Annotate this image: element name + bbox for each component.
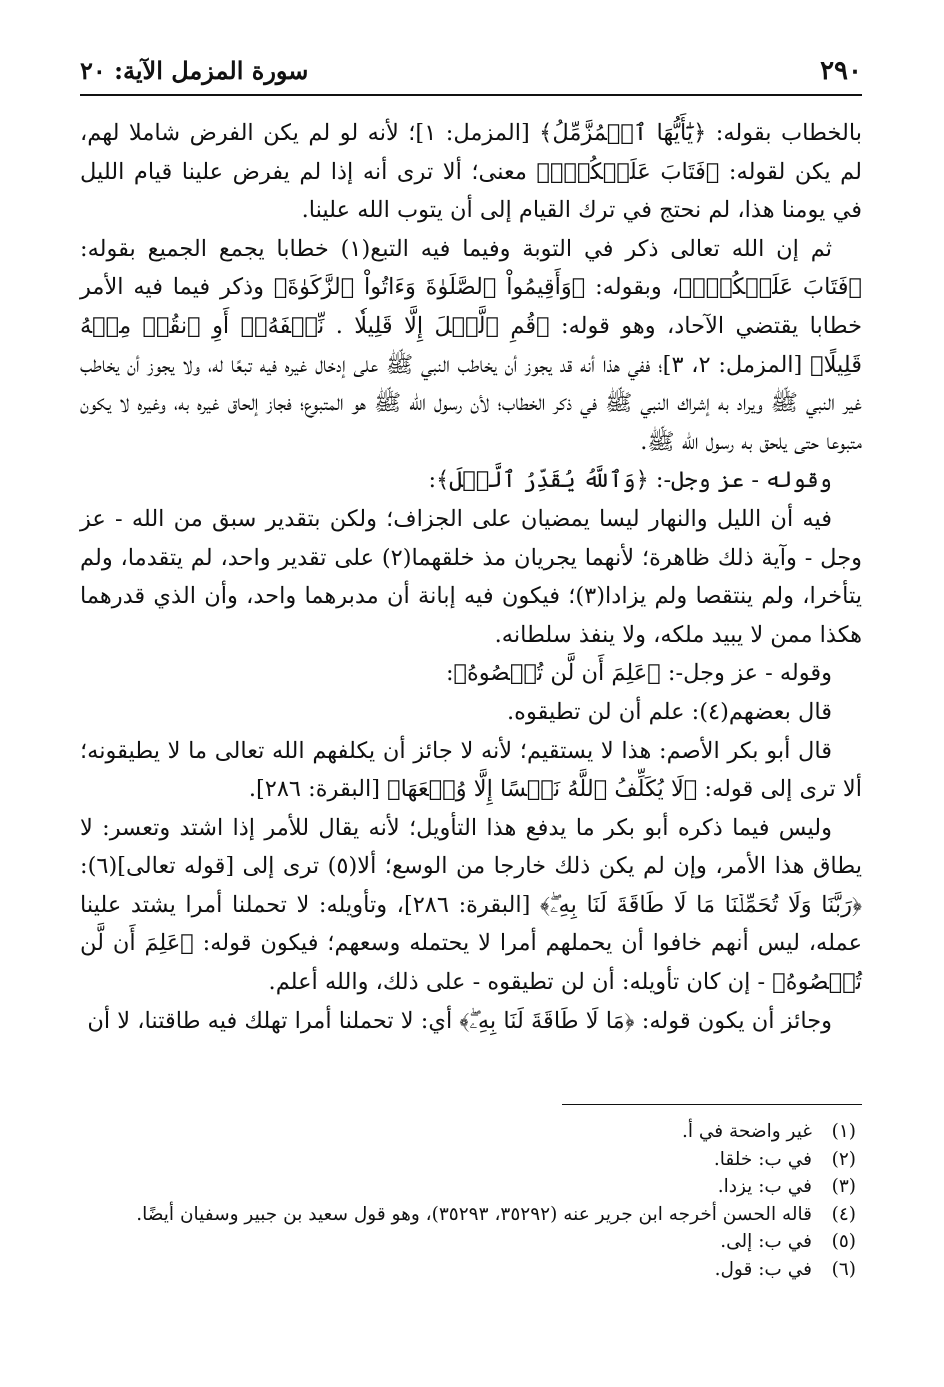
page-header	[80, 52, 862, 92]
footnotes	[80, 1118, 862, 1283]
footnote-number: (١)	[831, 1121, 856, 1142]
paragraph: وقوله - عز وجل-: ﴿وَٱللَّهُ يُقَدِّرُ ٱلَّيۡلَ﴾:	[428, 467, 832, 494]
footnote-item	[80, 1228, 862, 1256]
paragraph: وجائز أن يكون قوله: ﴿مَا لَا طَاقَةَ لَنَا بِهِۦۖ﴾ أي: لا تحملنا أمرا تهلك فيه طاقتنا، لا أن	[87, 1007, 832, 1034]
body-text	[80, 114, 862, 1040]
footnote-divider	[562, 1104, 862, 1105]
footnote-item	[80, 1146, 862, 1174]
page-number: ٢٩٠	[820, 56, 862, 86]
footnote-text: في ب: خلقا.	[713, 1148, 812, 1170]
footnote-number: (٦)	[831, 1258, 856, 1280]
footnote-number: (٥)	[831, 1231, 856, 1252]
footnote-item	[80, 1201, 862, 1229]
footnote-text: في ب: قول.	[714, 1258, 812, 1280]
paragraph: قال بعضهم(٤): علم أن لن تطيقوه.	[507, 698, 832, 725]
paragraph: وليس فيما ذكره أبو بكر ما يدفع هذا التأويل؛ لأنه يقال للأمر إذا اشتد وتعسر: لا يطاق هذا الأمر، وإن لم يكن ذلك خارجا من الوسع؛ ألا(٥) ترى إلى [قوله تعالى](٦): ﴿رَبَّنَا وَلَا تُحَمِّلۡنَا مَا لَا طَاقَةَ لَنَا بِهِۦۖ﴾ [البقرة: ٢٨٦]، وتأويله: لا تحملنا أمرا يشتد علينا عمله، ليس أنهم خافوا أن يحملهم أمرا لا يحتمله وسعهم؛ فيكون قوله: ﴿عَلِمَ أَن لَّن تُحۡصُوهُ﴾ - إن كان تأويله: أن لن تطيقوه - على ذلك، والله أعلم.	[80, 814, 863, 996]
footnote-number: (٣)	[831, 1176, 856, 1197]
paragraph: وقوله - عز وجل-: ﴿عَلِمَ أَن لَّن تُحۡصُوهُ﴾:	[445, 660, 832, 687]
footnote-text: غير واضحة في أ.	[681, 1121, 812, 1142]
footnote-item	[80, 1173, 862, 1201]
paragraph: فيه أن الليل والنهار ليسا يمضيان على الجزاف؛ ولكن بتقدير سبق من الله - عز وجل - وآية ذلك ظاهرة؛ لأنهما يجريان مذ خلقهما(٢) على تقدير واحد، لم يتقدما، ولم يتأخرا، ولم ينتقصا ولم يزادا(٣)؛ فيكون فيه إبانة أن مدبرهما واحد، وأن الذي قدرهما هكذا ممن لا يبيد ملكه، ولا ينفذ سلطانه.	[80, 505, 863, 648]
footnote-text: في ب: إلى.	[720, 1231, 812, 1252]
footnote-item	[80, 1118, 862, 1146]
footnote-number: (٢)	[831, 1148, 856, 1170]
footnote-text: في ب: يزدا.	[717, 1176, 812, 1197]
running-title: سورة المزمل الآية: ٢٠	[80, 56, 309, 85]
footnote-text: قاله الحسن أخرجه ابن جرير عنه (٣٥٢٩٢، ٣٥٢٩٣)، وهو قول سعيد بن جبير وسفيان أيضًا.	[136, 1203, 812, 1225]
paragraph: قال أبو بكر الأصم: هذا لا يستقيم؛ لأنه لا جائز أن يكلفهم الله تعالى ما لا يطيقونه؛ ألا ترى إلى قوله: ﴿لَا يُكَلِّفُ ٱللَّهُ نَفۡسًا إِلَّا وُسۡعَهَا﴾ [البقرة: ٢٨٦].	[80, 737, 862, 803]
footnote-item	[80, 1256, 862, 1284]
paragraph: بالخطاب بقوله: ﴿يَٰٓأَيُّهَا ٱلۡمُزَّمِّلُ﴾ [المزمل: ١]؛ لأنه لو لم يكن الفرض شاملا لهم، لم يكن لقوله: ﴿فَتَابَ عَلَيۡكُمۡۖ﴾ معنى؛ ألا ترى أنه إذا لم يفرض علينا قيام الليل في يومنا هذا، لم نحتج في ترك القيام إلى أن يتوب الله علينا.	[80, 120, 862, 224]
paragraph: ثم إن الله تعالى ذكر في التوبة وفيما فيه التبع(١) خطابا يجمع الجميع بقوله: ﴿فَتَابَ عَلَيۡكُمۡۖ﴾، وبقوله: ﴿وَأَقِيمُواْ ٱلصَّلَوٰةَ وَءَاتُواْ ٱلزَّكَوٰةَ﴾ وذكر فيما فيه الأمر خطابا يقتضي الآحاد، وهو قوله: ﴿قُمِ ٱلَّيۡلَ إِلَّا قَلِيلٗا . نِّصۡفَهُۥٓ أَوِ ٱنقُصۡ مِنۡهُ قَلِيلًا﴾ [المزمل: ٢، ٣]؛ ففي هذا أنه قد يجوز أن يخاطب النبي ﷺ على إدخال غيره فيه تبعًا له، ولا يجوز أن يخاطب غير النبي ﷺ ويراد به إشراك النبي ﷺ في ذكر الخطاب؛ لأن رسول الله ﷺ هو المتبوع؛ فجاز إلحاق غيره به، وغيره لا يكون متبوعا حتى يلحق به رسول الله ﷺ.	[80, 235, 862, 455]
footnote-number: (٤)	[831, 1203, 856, 1225]
header-divider	[80, 94, 862, 96]
